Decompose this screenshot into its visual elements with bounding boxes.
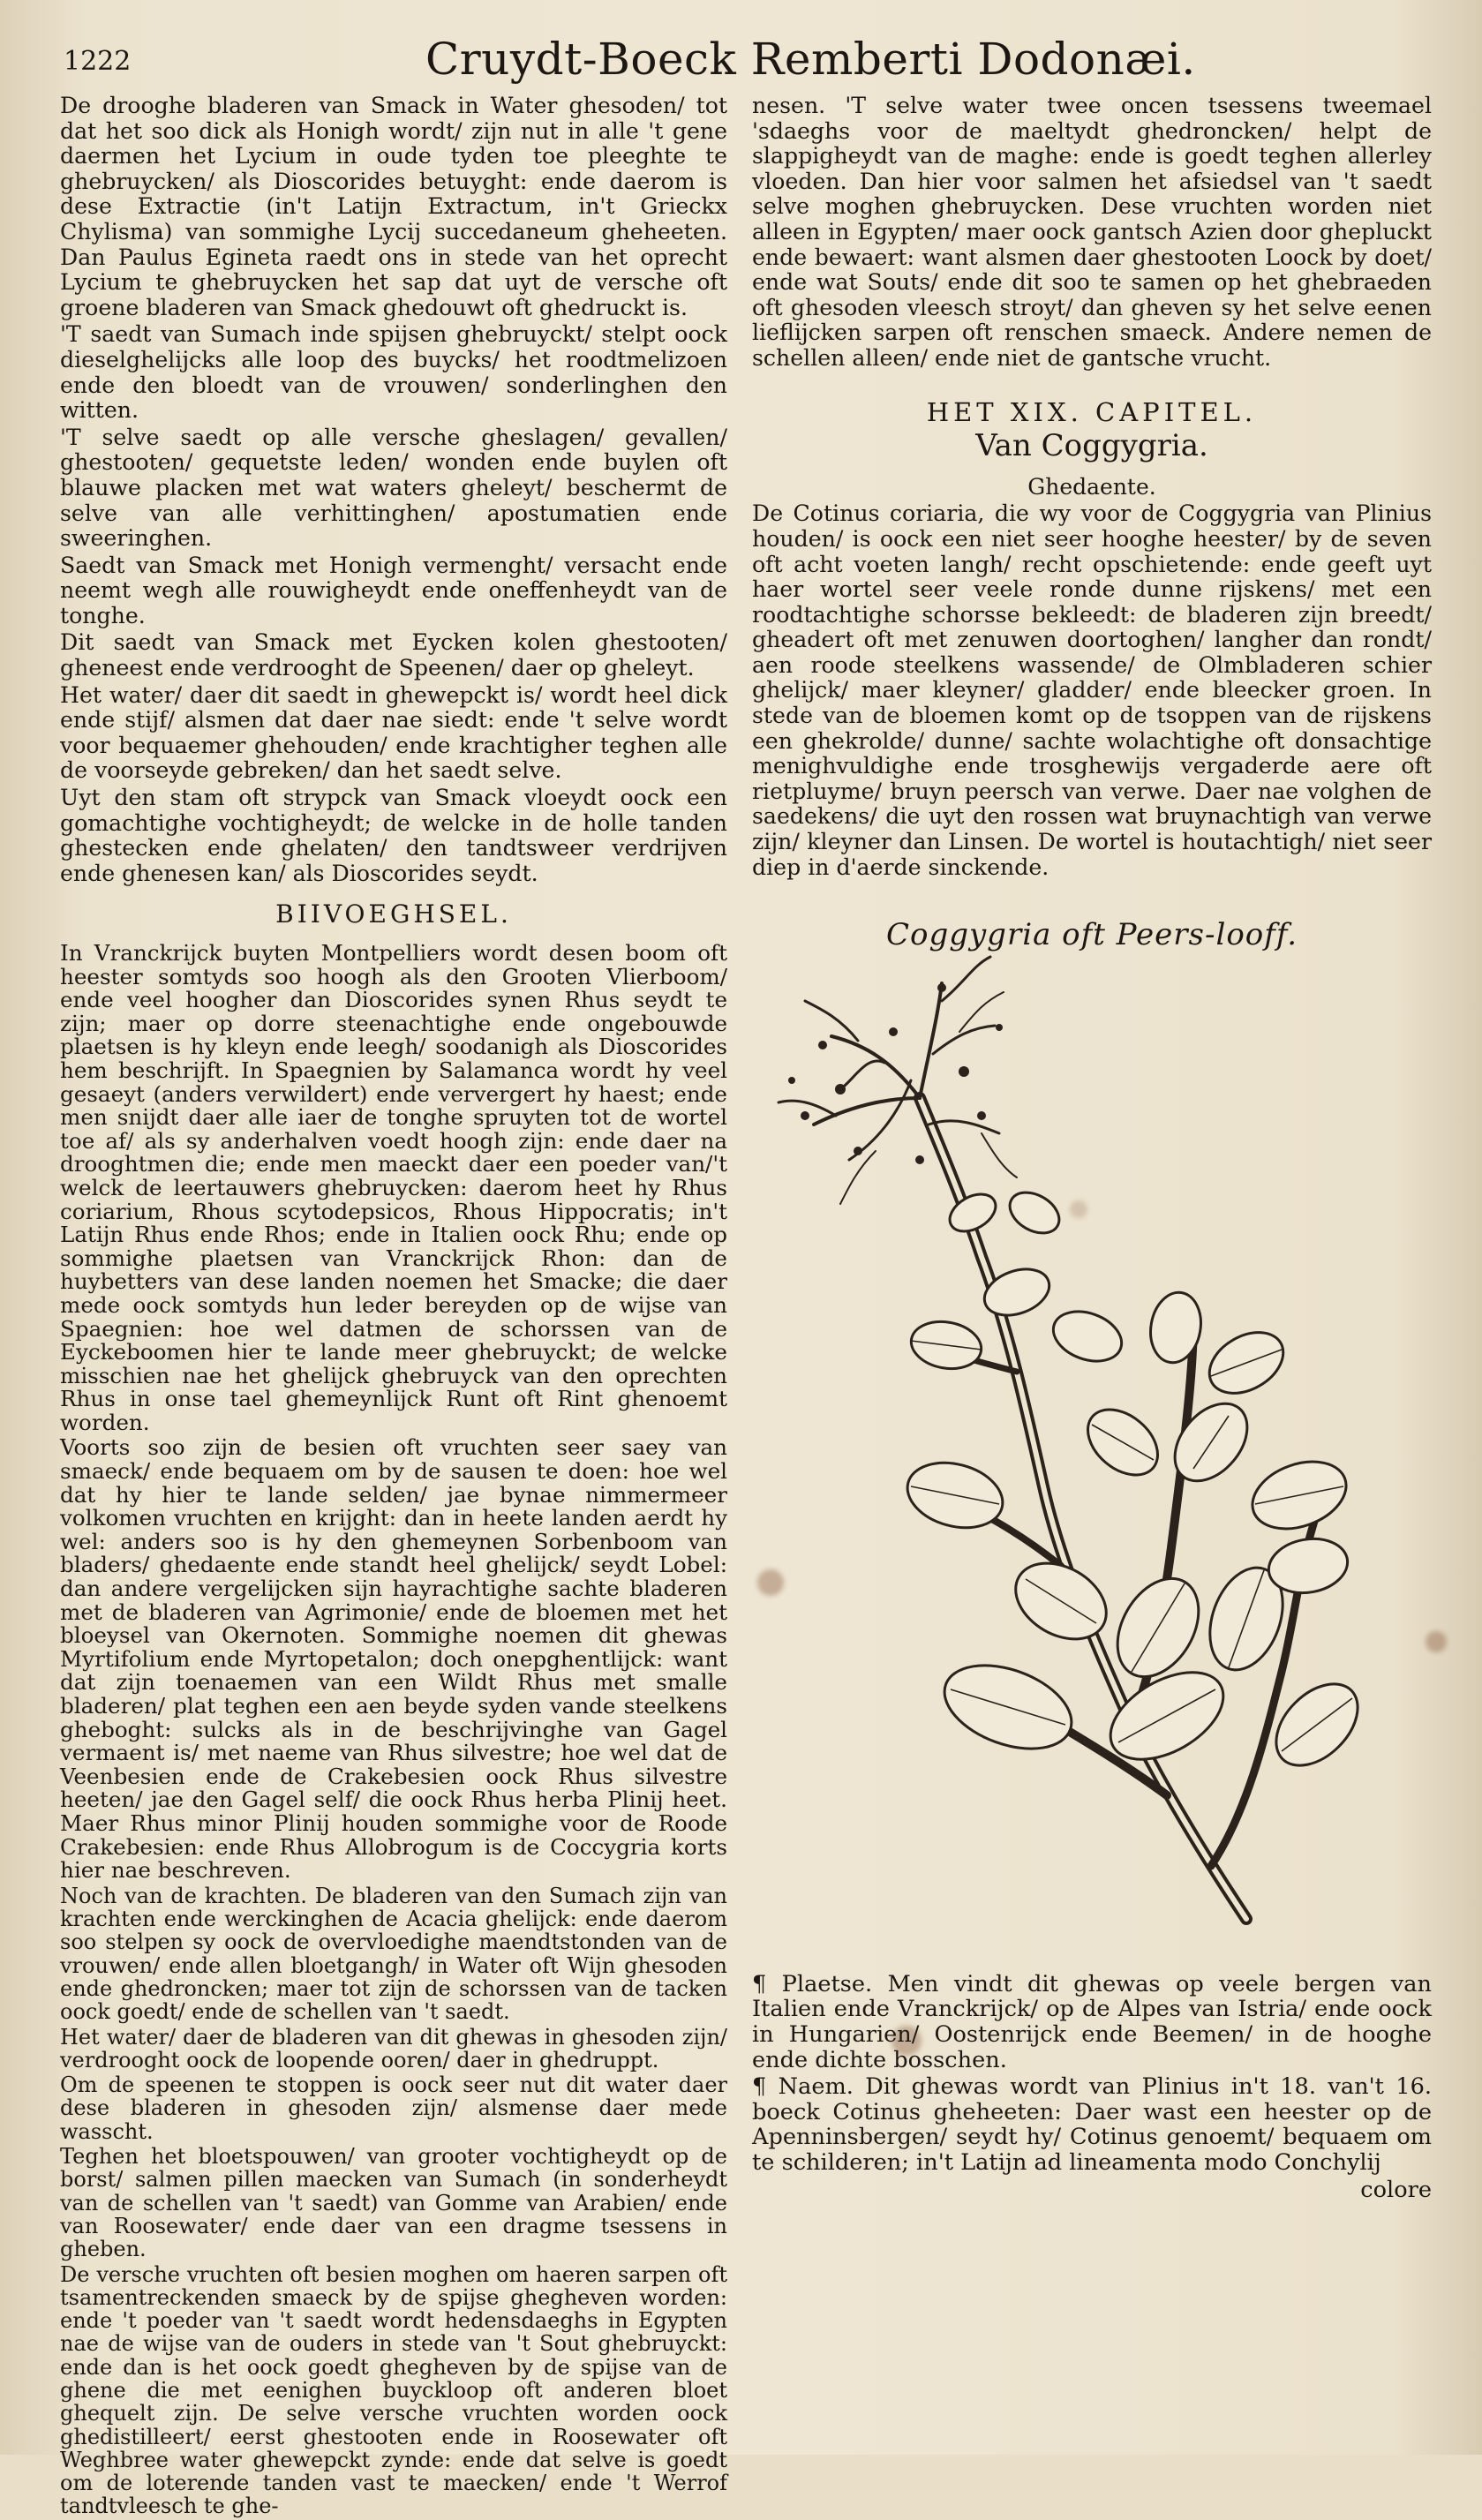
paragraph: Het water/ daer dit saedt in ghewepckt is/ wordt heel dick ende stijf/ alsmen dat daer nae siedt: ende 't selve wordt voor bequaemer ghehouden/ ende krachtigher teghen alle de voorseyde gebreken/ dan het saedt selve. (60, 681, 727, 784)
paragraph: Uyt den stam oft strypck van Smack vloeydt oock een gomachtighe vochtigheydt; de welcke in de holle tanden ghestecken ende ghelaten/ den tandtsweer verdrijven ende ghenesen kan/ als Dioscorides seydt. (60, 785, 727, 886)
paragraph: nesen. 'T selve water twee oncen tsessens tweemael 'sdaeghs voor de maeltydt ghedroncken/ helpt de slappigheydt van de maghe: ende is goedt teghen allerley vloeden. Dan hier voor salmen het afsiedsel van 't saedt selve moghen ghebruycken. Dese vruchten worden niet alleen in Egypten/ maer oock gantsch Azien door ghepluckt ende bewaert: want alsmen daer ghestooten Loock by doet/ ende wat Souts/ ende dit soo te samen op het ghebraeden oft ghesoden vleesch stroyt/ dan gheven sy het selve eenen lieflijcken sarpen oft renschen smaeck. Andere nemen de schellen alleen/ ende niet de gantsche vrucht. (752, 93, 1432, 371)
coggygria-plant-woodcut (752, 948, 1432, 1972)
paragraph: De versche vruchten oft besien moghen om haeren sarpen oft tsamentreckenden smaeck by de spijse ghegheven worden: ende 't poeder van 't saedt wordt hedensdaeghs in Egypten nae de wijse van de ouders in stede van 't Sout ghebruyckt: ende dan is het oock goedt ghegheven by de spijse van de ghene die met eenighen buyckloop oft anderen bloet ghequelt zijn. De selve versche vruchten worden oock ghedistilleert/ eerst ghestooten ende in Roosewater oft Weghbree water ghewepckt zynde: ende dat selve is goedt om de loterende tanden vast te maecken/ ende 't Werrof tandtvleesch te ghe- (60, 2261, 727, 2519)
paragraph: Teghen het bloetspouwen/ van grooter vochtigheydt op de borst/ salmen pillen maecken van Sumach (in sonderheydt van de schellen van 't saedt) van Gomme van Arabien/ ende van Roosewater/ ende daer van een dragme tsessens in gheben. (60, 2144, 727, 2262)
paragraph: 'T selve saedt op alle versche gheslagen/ gevallen/ ghestooten/ gequetste leden/ wonden ende buylen oft blauwe placken met wat waters gheleyt/ beschermt de selve van alle verhittinghen/ apostumatien ende sweeringhen. (60, 424, 727, 552)
paragraph: In Vranckrijck buyten Montpelliers wordt desen boom oft heester somtyds soo hoogh als den Grooten Vlierboom/ ende veel hoogher dan Dioscorides synen Rhus seydt te zijn; maer op dorre steenachtighe ende ongebouwde plaetsen is hy kleyn ende leegh/ soodanigh als Dioscorides hem beschrijft. In Spaegnien by Salamanca wordt hy veel gesaeyt (anders verwildert) ende ververgert hy haest; ende men snijdt daer alle iaer de tonghe spruyten tot de wortel toe af/ als sy anderhalven voedt hoogh zijn: ende daer na drooghtmen die; ende men maeckt daer een poeder van/'t welck de leertauwers ghebruycken: daerom heet hy Rhus coriarium, Rhous scytodepsicos, Rhous Hippocratis; in't Latijn Rhus ende Rhos; ende in Italien oock Rhu; ende op sommighe plaetsen van Vranckrijck Rhon: dan de huybetters van dese landen noemen het Smacke; die daer mede oock somtyds hun leder bereyden op de wijse van Spaegnien: hoe wel datmen de schorssen van de Eyckeboomen hier te lande meer ghebruyckt; de welcke misschien nae het ghelijck ghebruyck van den oprechten Rhus in onse tael ghemeynlijck Runt oft Rint ghenoemt worden. (60, 940, 727, 1435)
catchword: colore (1360, 2176, 1432, 2203)
running-title: Cruydt-Boeck Remberti Dodonæi. (425, 34, 1196, 85)
right-column (752, 94, 1432, 2202)
paragraph: Voorts soo zijn de besien oft vruchten seer saey van smaeck/ ende bequaem om by de sausen te doen: hoe wel dat hy hier te lande selden/ jae bynae nimmermeer volkomen vruchten en krijght: dan in heete landen aerdt hy wel: anders soo is hy den ghemeynen Sorbenboom van bladers/ ghedaente ende standt heel ghelijck/ seydt Lobel: dan andere vergelijcken sijn hayrachtighe sachte bladeren met de bladeren van Agrimonie/ ende de bloemen met het bloeysel van Okernoten. Sommighe noemen dit ghewas Myrtifolium ende Myrtopetalon; doch onepghentlijck: want dat zijn toenaemen van een Wildt Rhus met smalle bladeren/ plat teghen een aen beyde syden vande steelkens gheboght: sulcks als in de beschrijvinghe van Gagel vermaent is/ met naeme van Rhus silvestre; hoe wel dat de Veenbesien ende de Crakebesien oock Rhus silvestre heeten/ jae den Gagel self/ die oock Rhus herba Plinij heet. Maer Rhus minor Plinij houden sommighe voor de Roode Crakebesien: ende Rhus Allobrogum is de Coccygria korts hier nae beschreven. (60, 1434, 727, 1884)
paragraph: ¶ Plaetse. Men vindt dit ghewas op veele bergen van Italien ende Vranckrijck/ op de Alpes van Istria/ ende oock in Hungarien/ Oostenrijck ende Beemen/ in de hooghe ende dichte bosschen. (752, 1970, 1432, 2073)
page-header (64, 34, 1423, 95)
plant-title: Van Coggygria. (975, 428, 1208, 464)
paragraph: Dit saedt van Smack met Eycken kolen ghestooten/ gheneest ende verdrooght de Speenen/ daer op gheleyt. (60, 629, 727, 681)
paragraph: Noch van de krachten. De bladeren van den Sumach zijn van krachten ende werckinghen de Acacia ghelijck: ende daerom soo stelpen sy oock de overvloedighe maendtstonden van de vrouwen/ ende allen bloetgangh/ in Water oft Wijn ghesoden ende ghedroncken; maer tot zijn de schorssen van de tacken oock goedt/ ende de schellen van 't saedt. (60, 1883, 727, 2025)
page-number: 1222 (64, 46, 132, 77)
paragraph: Het water/ daer de bladeren van dit ghewas in ghesoden zijn/ verdrooght oock de loopende ooren/ daer in ghedruppt. (60, 2024, 727, 2072)
paragraph: Saedt van Smack met Honigh vermenght/ versacht ende neemt wegh alle rouwigheydt ende oneffenheydt van de tonghe. (60, 552, 727, 628)
section-heading: BIIVOEGHSEL. (275, 899, 512, 929)
paragraph: De Cotinus coriaria, die wy voor de Coggygria van Plinius houden/ is oock een niet seer hooghe heester/ by de seven oft acht voeten langh/ recht opschietende: ende geeft uyt haer wortel seer veele ronde dunne rijskens/ met een roodtachtighe schorsse bekleedt: de bladeren zijn breedt/ gheadert oft met zenuwen doortoghen/ langher dan rondt/ aen roode steelkens wassende/ de Olmbladeren schier ghelijck/ maer kleyner/ gladder/ ende bleecker groen. In stede van de bloemen komt op de tsoppen van de rijskens een ghekrolde/ dunne/ sachte wolachtighe oft donsachtige menighvuldighe ende trosghewijs vergaderde aere oft rietpluyme/ bruyn peersch van verwe. Daer nae volghen de saedekens/ die uyt den rossen wat bruynachtigh van verwe zijn/ kleyner dan Linsen. De wortel is houtachtigh/ niet seer diep in d'aerde sinckende. (752, 500, 1432, 880)
chapter-heading: HET XIX. CAPITEL. (926, 396, 1258, 427)
subheading: Ghedaente. (1027, 473, 1156, 500)
woodcut-illustration (752, 948, 1432, 1972)
paragraph: De drooghe bladeren van Smack in Water ghesoden/ tot dat het soo dick als Honigh wordt/ zijn nut in alle 't gene daermen het Lycium in oude tyden toe pleeghte te ghebruycken/ als Dioscorides betuyght: ende daerom is dese Extractie (in't Latijn Extractum, in't Grieckx Chylisma) van sommighe Lycij succedaneum gheheeten. Dan Paulus Egineta raedt ons in stede van het oprecht Lycium te ghebruycken het sap dat uyt de versche oft groene bladeren van Smack ghedouwt oft ghedruckt is. (60, 93, 727, 320)
left-column (60, 94, 727, 2520)
figure-caption: Coggygria oft Peers-looff. (885, 917, 1298, 953)
paragraph: ¶ Naem. Dit ghewas wordt van Plinius in't 18. van't 16. boeck Cotinus gheheeten: Daer wast een heester op de Apenninsbergen/ seydt hy/ Cotinus genoemt/ bequaem om te schilderen; in't Latijn ad lineamenta modo Conchylij (752, 2073, 1432, 2176)
paragraph: Om de speenen te stoppen is oock seer nut dit water daer dese bladeren in ghesoden zijn/ alsmense daer mede wasscht. (60, 2072, 727, 2144)
paragraph: 'T saedt van Sumach inde spijsen ghebruyckt/ stelpt oock dieselghelijcks alle loop des buycks/ het roodtmelizoen ende den bloedt van de vrouwen/ sonderlinghen den witten. (60, 321, 727, 424)
